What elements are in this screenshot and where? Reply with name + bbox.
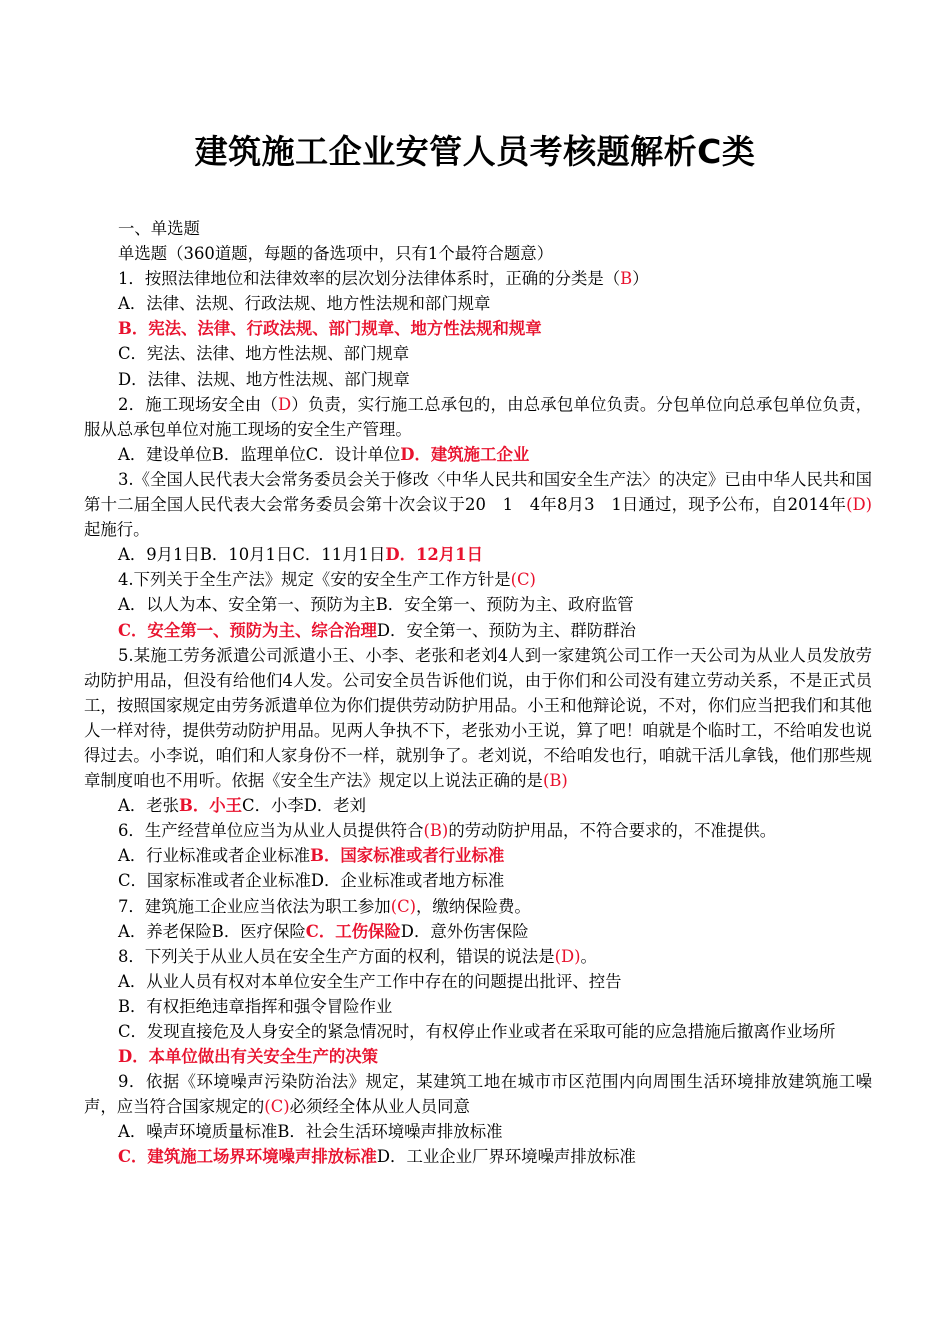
question-6-option-a: A．行业标准或者企业标准 <box>118 846 311 866</box>
question-9-options-cd <box>84 1144 872 1169</box>
question-5-stem <box>84 643 872 794</box>
question-8-stem <box>84 944 872 969</box>
question-2-option-d-correct: D．建筑施工企业 <box>400 444 530 464</box>
question-4-option-c-correct: C．安全第一、预防为主、综合治理 <box>118 620 377 640</box>
question-4-options-ab: A．以人为本、安全第一、预防为主B．安全第一、预防为主、政府监管 <box>118 595 634 615</box>
question-8-answer: (D) <box>554 946 581 966</box>
question-3-stem-text: 3.《全国人民代表大会常务委员会关于修改〈中华人民共和国安全生产法〉的决定》已由中华人民共和国第十二届全国人民代表大会常务委员会第十次会议于20 1 4年8月3 1日通过，现予公布，自2014年 <box>84 469 872 515</box>
question-4-stem <box>84 567 872 592</box>
question-7-stem <box>84 894 872 919</box>
question-8-option-a: A．从业人员有权对本单位安全生产工作中存在的问题提出批评、控告 <box>118 971 622 991</box>
question-4-stem-text: 4.下列关于全生产法》规定《安的安全生产工作方针是 <box>118 570 511 590</box>
section-heading: 一、单选题 <box>118 219 200 238</box>
question-7-options <box>84 919 872 944</box>
question-5-option-b-correct: B．小王 <box>179 796 243 816</box>
document-title: 建筑施工企业安管人员考核题解析C类 <box>194 132 756 171</box>
question-8-option-b: B．有权拒绝违章指挥和强令冒险作业 <box>118 996 393 1016</box>
question-6-answer: (B) <box>423 821 449 841</box>
question-7-answer: (C) <box>390 896 417 916</box>
question-2-options-abc: A．建设单位B．监理单位C．设计单位 <box>118 444 401 464</box>
question-9-answer: (C) <box>264 1097 290 1117</box>
question-6-options-cd: C．国家标准或者企业标准D．企业标准或者地方标准 <box>118 871 505 891</box>
question-7-option-c-correct: C．工伤保险 <box>305 921 401 941</box>
question-6-option-b-correct: B．国家标准或者行业标准 <box>310 846 505 866</box>
section-intro: 单选题（360道题，每题的备选项中，只有1个最符合题意） <box>118 244 554 264</box>
question-6-stem-end: 的劳动防护用品，不符合要求的，不准提供。 <box>448 821 777 841</box>
question-7-option-d: D．意外伤害保险 <box>400 921 529 941</box>
question-3-options <box>84 542 872 567</box>
question-5-stem-text: 5.某施工劳务派遣公司派遣小王、小李、老张和老刘4人到一家建筑公司工作一天公司为从业人员发放劳动防护用品，但没有给他们4人发。公司安全员告诉他们说，由于你们和公司没有建立劳动关系，不是正式员工，按照国家规定由劳务派遣单位为你们提供劳动防护用品。小王和他辩论说，不对，你们应当把我们和其他人一样对待，提供劳动防护用品。见两人争执不下，老张劝小王说，算了吧！咱就是个临时工，不给咱发也说得过去。小李说，咱们和人家身份不一样，就别争了。老刘说，不给咱发也行，咱就干活儿拿钱，他们那些规章制度咱也不用听。依据《安全生产法》规定以上说法正确的是 <box>84 645 872 791</box>
question-8-option-d-correct: D．本单位做出有关安全生产的决策 <box>118 1047 379 1067</box>
question-9-stem <box>84 1069 872 1119</box>
question-5-options <box>84 793 872 818</box>
question-9-option-d: D．工业企业厂界环境噪声排放标准 <box>376 1147 636 1167</box>
question-8-stem-end: 。 <box>580 946 597 966</box>
question-1-stem-end: ） <box>632 269 649 289</box>
question-3-options-abc: A．9月1日B．10月1日C．11月1日 <box>118 545 386 565</box>
question-5-answer: (B) <box>542 771 568 791</box>
question-2-stem <box>84 392 872 442</box>
question-9-stem-end: 必须经全体从业人员同意 <box>289 1097 470 1117</box>
question-5-option-a: A．老张 <box>118 796 180 816</box>
question-3-stem-end: 起施行。 <box>84 520 150 540</box>
question-4-options-cd <box>84 618 872 643</box>
question-6-stem <box>84 818 872 843</box>
question-7-stem-text: 7．建筑施工企业应当依法为职工参加 <box>118 896 391 916</box>
question-1-option-d: D．法律、法规、地方性法规、部门规章 <box>118 369 410 389</box>
question-1-option-a: A．法律、法规、行政法规、地方性法规和部门规章 <box>118 294 491 314</box>
question-2-stem-text: 2．施工现场安全由（ <box>118 394 278 414</box>
question-9-option-c-correct: C．建筑施工场界环境噪声排放标准 <box>118 1147 377 1167</box>
question-4-option-d: D．安全第一、预防为主、群防群治 <box>376 620 636 640</box>
question-8-option-c: C．发现直接危及人身安全的紧急情况时，有权停止作业或者在采取可能的应急措施后撤离作业场所 <box>118 1022 836 1041</box>
question-1-stem-text: 1．按照法律地位和法律效率的层次划分法律体系时，正确的分类是（ <box>118 269 621 289</box>
question-5-options-cd: C．小李D．老刘 <box>242 796 367 816</box>
question-1-option-c: C．宪法、法律、地方性法规、部门规章 <box>118 344 410 364</box>
question-7-stem-end: ，缴纳保险费。 <box>416 896 531 916</box>
question-7-options-ab: A．养老保险B．医疗保险 <box>118 921 306 941</box>
question-4-answer: (C) <box>510 570 536 590</box>
question-3-option-d-correct: D．12月1日 <box>385 545 483 565</box>
question-3-answer: (D) <box>846 495 872 515</box>
question-8-stem-text: 8．下列关于从业人员在安全生产方面的权利，错误的说法是 <box>118 946 555 966</box>
question-9-options-ab: A．噪声环境质量标准B．社会生活环境噪声排放标准 <box>118 1122 503 1142</box>
question-2-stem-end: ）负责，实行施工总承包的，由总承包单位负责。分包单位向总承包单位负责，服从总承包单位对施工现场的安全生产管理。 <box>84 394 872 439</box>
question-2-options <box>84 442 872 467</box>
question-3-stem <box>84 467 872 542</box>
question-6-stem-text: 6．生产经营单位应当为从业人员提供符合 <box>118 821 424 841</box>
question-6-options-ab <box>84 843 872 868</box>
question-1-option-b-correct: B．宪法、法律、行政法规、部门规章、地方性法规和规章 <box>118 319 542 339</box>
question-1-stem <box>84 266 872 291</box>
question-2-answer: D <box>278 394 292 414</box>
document-body <box>84 216 872 1170</box>
question-9-stem-text: 9．依据《环境噪声污染防治法》规定，某建筑工地在城市市区范围内向周围生活环境排放建筑施工噪声，应当符合国家规定的 <box>84 1072 872 1117</box>
question-1-answer: B <box>620 269 633 289</box>
